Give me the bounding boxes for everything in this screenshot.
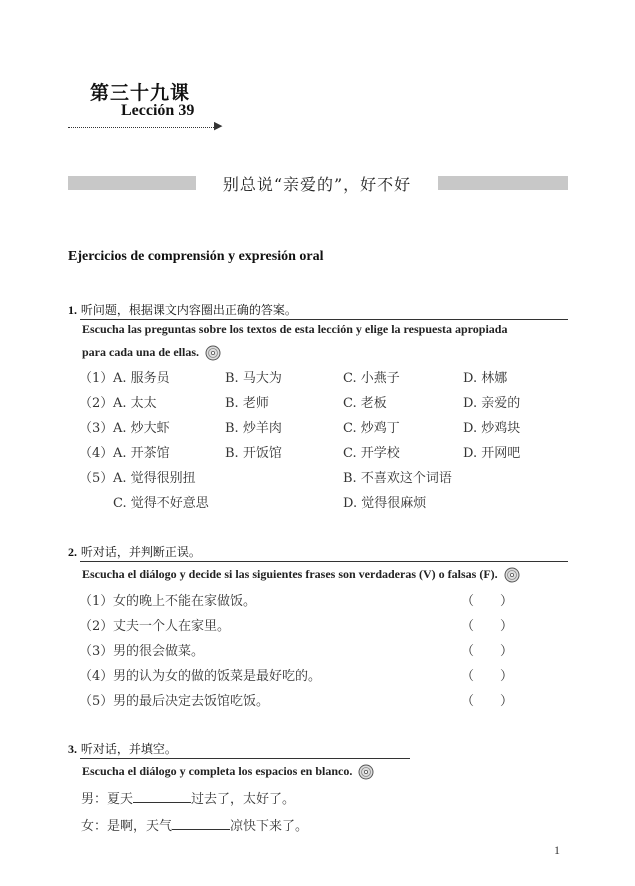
text-after: 凉快下来了。 — [230, 819, 309, 834]
option-b[interactable]: B. 老师 — [225, 396, 269, 411]
item-text: 男的很会做菜。 — [113, 644, 205, 659]
ex3-instruction-wrap — [82, 760, 374, 783]
option-a[interactable]: A. 炒大虾 — [113, 421, 170, 436]
audio-cd-icon[interactable] — [504, 567, 520, 583]
answer-blank[interactable]: （ ） — [461, 644, 514, 659]
audio-cd-icon[interactable] — [205, 345, 221, 361]
ex1-instruction-line2-wrap — [82, 341, 507, 364]
ex1-instruction-line2: para cada una de ellas. — [82, 345, 200, 359]
item-number: （3） — [79, 644, 114, 659]
question-number: （5） — [79, 471, 114, 486]
ex2-title — [68, 543, 201, 560]
option-a[interactable]: A. 太太 — [113, 396, 157, 411]
question-number: （2） — [79, 396, 114, 411]
answer-blank[interactable]: （ ） — [461, 619, 514, 634]
item-number: （1） — [79, 594, 114, 609]
option-c[interactable]: C. 小燕子 — [343, 371, 400, 386]
item-text: 男的认为女的做的饭菜是最好吃的。 — [113, 669, 322, 684]
option-d[interactable]: D. 觉得很麻烦 — [343, 496, 427, 511]
ex2-item — [79, 692, 539, 712]
ex3-instruction: Escucha el diálogo y completa los espacios en blanco. — [82, 764, 353, 778]
answer-blank[interactable]: （ ） — [461, 669, 514, 684]
option-c[interactable]: C. 开学校 — [343, 446, 400, 461]
option-a[interactable]: A. 开茶馆 — [113, 446, 170, 461]
answer-blank[interactable]: （ ） — [461, 594, 514, 609]
ex3-line — [81, 817, 308, 837]
lesson-title-cn: 第三十九课 — [90, 82, 191, 104]
answer-blank[interactable]: （ ） — [461, 694, 514, 709]
option-b[interactable]: B. 炒羊肉 — [225, 421, 282, 436]
speaker: 男： — [81, 792, 108, 807]
option-b[interactable]: B. 马大为 — [225, 371, 282, 386]
lesson-divider — [68, 127, 218, 128]
item-number: （5） — [79, 694, 114, 709]
item-number: （2） — [79, 619, 114, 634]
option-a[interactable]: A. 服务员 — [113, 371, 170, 386]
ex3-title-text: 听对话，并填空。 — [80, 742, 177, 756]
question-number: （3） — [79, 421, 114, 436]
ex3-rule — [80, 758, 410, 759]
speaker: 女： — [81, 819, 108, 834]
banner-bar-left — [68, 176, 196, 190]
ex1-instruction-line1: Escucha las preguntas sobre los textos de esta lección y elige la respuesta apropiada — [82, 322, 508, 336]
question-number: （4） — [79, 446, 114, 461]
audio-cd-icon[interactable] — [358, 764, 374, 780]
arrow-right-icon: ▶ — [214, 119, 223, 132]
ex1-instruction — [82, 318, 507, 364]
fill-blank[interactable] — [133, 790, 191, 803]
lesson-title-es: Lección 39 — [121, 102, 195, 119]
text-before: 是啊，天气 — [107, 819, 173, 834]
fill-blank[interactable] — [172, 817, 230, 830]
option-c[interactable]: C. 觉得不好意思 — [113, 496, 209, 511]
ex2-rule — [80, 561, 568, 562]
ex3-title — [68, 740, 177, 757]
ex3-line — [81, 790, 295, 810]
ex2-item — [79, 617, 539, 637]
ex1-title — [68, 301, 297, 318]
option-d[interactable]: D. 林娜 — [463, 371, 508, 386]
item-number: （4） — [79, 669, 114, 684]
item-text: 女的晚上不能在家做饭。 — [113, 594, 257, 609]
option-b[interactable]: B. 不喜欢这个词语 — [343, 471, 452, 486]
item-text: 男的最后决定去饭馆吃饭。 — [113, 694, 270, 709]
ex2-instruction: Escucha el diálogo y decide si las siguientes frases son verdaderas (V) o falsas (F). — [82, 567, 498, 581]
page-number: 1 — [554, 843, 560, 857]
option-d[interactable]: D. 开网吧 — [463, 446, 521, 461]
question-number: （1） — [79, 371, 114, 386]
text-before: 夏天 — [107, 792, 134, 807]
option-a[interactable]: A. 觉得很别扭 — [113, 471, 196, 486]
ex2-item — [79, 642, 539, 662]
item-text: 丈夫一个人在家里。 — [113, 619, 231, 634]
text-after: 过去了，太好了。 — [191, 792, 296, 807]
ex2-item — [79, 592, 539, 612]
option-d[interactable]: D. 亲爱的 — [463, 396, 521, 411]
ex1-title-text: 听问题，根据课文内容圈出正确的答案。 — [80, 303, 297, 317]
ex2-instruction-wrap — [82, 563, 520, 586]
ex2-title-text: 听对话，并判断正误。 — [80, 545, 201, 559]
option-d[interactable]: D. 炒鸡块 — [463, 421, 521, 436]
ex3-number: 3. — [68, 742, 77, 756]
banner-bar-right — [438, 176, 568, 190]
section-heading: Ejercicios de comprensión y expresión oral — [68, 249, 324, 264]
option-b[interactable]: B. 开饭馆 — [225, 446, 282, 461]
ex1-number: 1. — [68, 303, 77, 317]
ex2-number: 2. — [68, 545, 77, 559]
option-c[interactable]: C. 炒鸡丁 — [343, 421, 400, 436]
ex2-item — [79, 667, 539, 687]
option-c[interactable]: C. 老板 — [343, 396, 387, 411]
lesson-banner-title: 别总说“亲爱的”，好不好 — [222, 175, 412, 194]
